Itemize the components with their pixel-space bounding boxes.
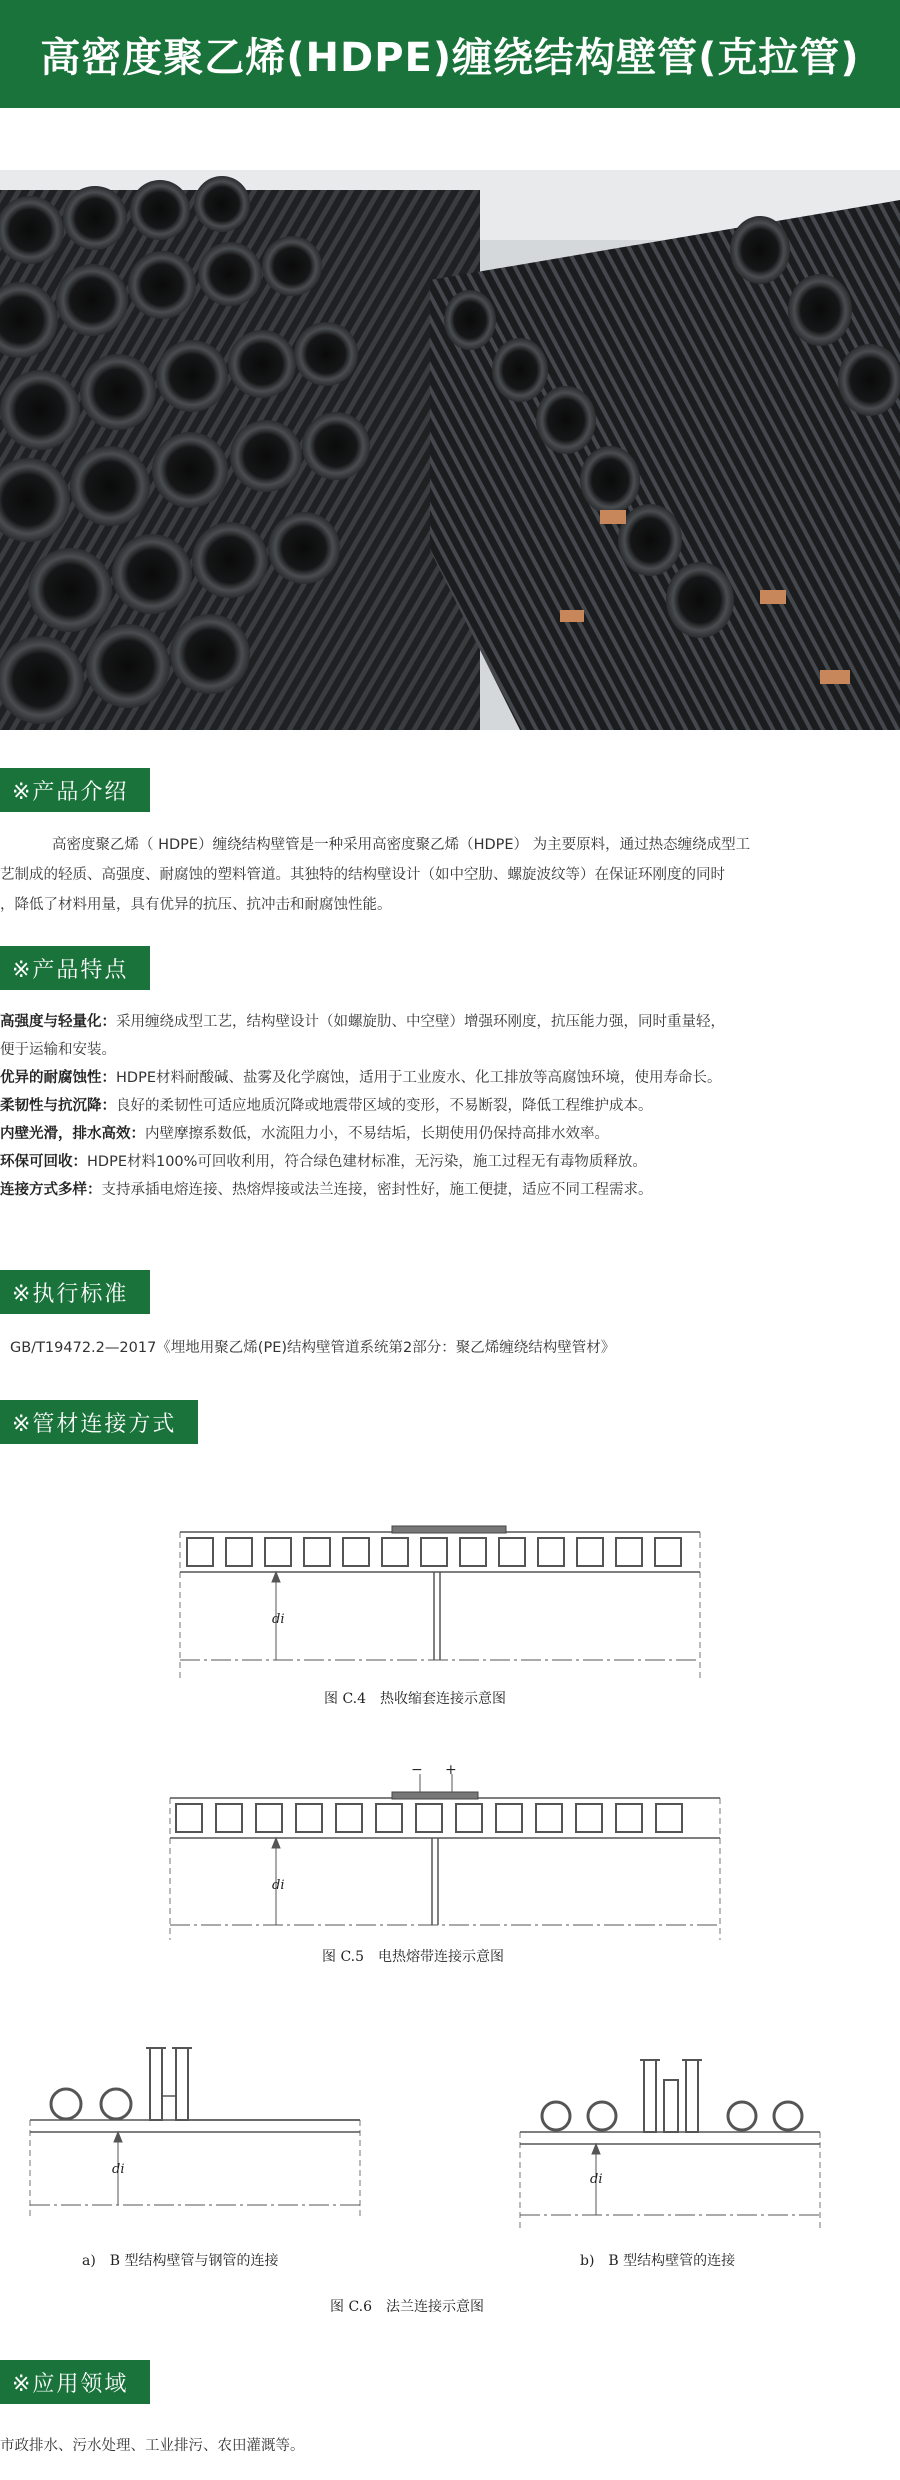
- c4-caption: 图 C.4 热收缩套连接示意图: [324, 1691, 507, 1707]
- feature-key: 连接方式多样：: [0, 1182, 102, 1198]
- figure-c4: [0, 1520, 900, 1720]
- intro-line-1: 高密度聚乙烯（ HDPE）缠绕结构壁管是一种采用高密度聚乙烯（HDPE） 为主要原料，通过热态缠绕成型工: [52, 837, 751, 853]
- c6-caption: 图 C.6 法兰连接示意图: [330, 2299, 485, 2315]
- feature-text: HDPE材料100%可回收利用，符合绿色建材标准，无污染，施工过程无有毒物质释放。: [87, 1154, 647, 1170]
- page-title: 高密度聚乙烯(HDPE)缠绕结构壁管(克拉管): [0, 0, 900, 108]
- c5-plus-sign: +: [445, 1762, 457, 1778]
- c5-pipe-wall: [170, 1774, 720, 1940]
- section-heading-standard: ※执行标准: [0, 1270, 150, 1314]
- feature-key: 内壁光滑，排水高效：: [0, 1126, 145, 1142]
- feature-item: [0, 1148, 900, 1176]
- c6a-drawing: [30, 2048, 360, 2220]
- intro-line-2: 艺制成的轻质、高强度、耐腐蚀的塑料管道。其独特的结构壁设计（如中空肋、螺旋波纹等）在保证环刚度的同时: [0, 867, 725, 883]
- intro-line-3: ，降低了材料用量，具有优异的抗压、抗冲击和耐腐蚀性能。: [0, 897, 392, 913]
- pipe-stack-right: [430, 200, 900, 730]
- feature-item: [0, 1120, 900, 1148]
- feature-text: 良好的柔韧性可适应地质沉降或地震带区域的变形，不易断裂，降低工程维护成本。: [116, 1098, 653, 1114]
- c6b-di-label: di: [590, 2172, 603, 2187]
- feature-item-continuation: 便于运输和安装。: [0, 1042, 116, 1058]
- figure-c6: [0, 2030, 900, 2320]
- c6a-subcaption: a) B 型结构壁管与钢管的连接: [82, 2253, 279, 2269]
- section-heading-application: ※应用领域: [0, 2360, 150, 2404]
- feature-item: [0, 1176, 900, 1204]
- product-photo: [0, 170, 900, 730]
- feature-item: [0, 1064, 900, 1092]
- c5-minus-sign: −: [411, 1762, 423, 1778]
- c6a-di-label: di: [112, 2162, 125, 2177]
- application-text: 市政排水、污水处理、工业排污、农田灌溉等。: [0, 2438, 305, 2454]
- feature-text: 支持承插电熔连接、热熔焊接或法兰连接，密封性好，施工便捷，适应不同工程需求。: [101, 1182, 653, 1198]
- c6b-subcaption: b) B 型结构壁管的连接: [580, 2253, 736, 2269]
- intro-paragraph: [0, 830, 900, 920]
- section-heading-features: ※产品特点: [0, 946, 150, 990]
- feature-text: HDPE材料耐酸碱、盐雾及化学腐蚀，适用于工业废水、化工排放等高腐蚀环境，使用寿命长。: [116, 1070, 722, 1086]
- section-heading-intro: ※产品介绍: [0, 768, 150, 812]
- feature-key: 环保可回收：: [0, 1154, 87, 1170]
- c6b-drawing: [520, 2060, 820, 2230]
- c4-di-label: di: [272, 1612, 285, 1627]
- feature-text: 采用缠绕成型工艺，结构壁设计（如螺旋肋、中空壁）增强环刚度，抗压能力强，同时重量轻，: [116, 1014, 725, 1030]
- pipe-stack-left: [0, 176, 480, 730]
- standard-text: GB/T19472.2—2017《埋地用聚乙烯(PE)结构壁管道系统第2部分：聚乙烯缠绕结构壁管材》: [10, 1340, 616, 1356]
- figure-c5: [0, 1760, 900, 1970]
- feature-item: [0, 1008, 900, 1036]
- feature-item: [0, 1092, 900, 1120]
- section-heading-connection: ※管材连接方式: [0, 1400, 198, 1444]
- feature-key: 优异的耐腐蚀性：: [0, 1070, 116, 1086]
- feature-text: 内壁摩擦系数低，水流阻力小，不易结垢，长期使用仍保持高排水效率。: [145, 1126, 609, 1142]
- feature-list: [0, 1008, 900, 1204]
- feature-key: 柔韧性与抗沉降：: [0, 1098, 116, 1114]
- feature-key: 高强度与轻量化：: [0, 1014, 116, 1030]
- c5-caption: 图 C.5 电热熔带连接示意图: [322, 1949, 505, 1965]
- c4-pipe-wall: [180, 1526, 700, 1680]
- c5-di-label: di: [272, 1878, 285, 1893]
